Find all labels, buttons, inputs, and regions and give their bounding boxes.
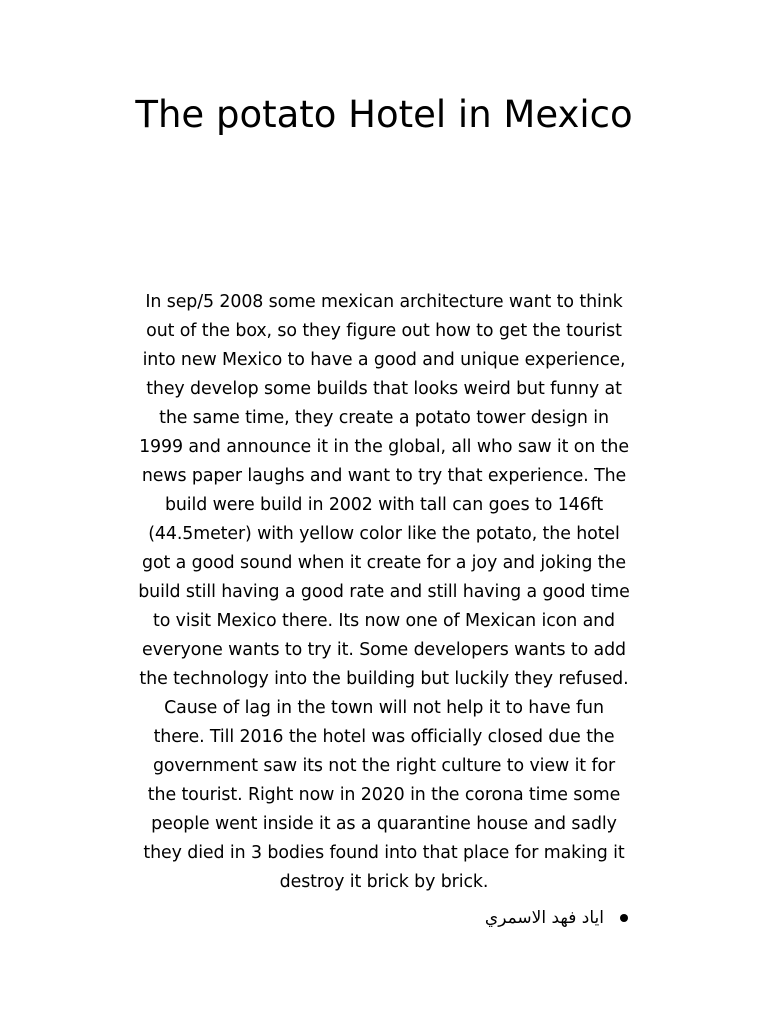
document-body: [112, 288, 656, 897]
author-bullet-item: [460, 903, 640, 933]
body-line: destroy it brick by brick.: [279, 872, 489, 892]
body-line: out of the box, so they figure out how to get the tourist: [146, 321, 622, 341]
body-line: In sep/5 2008 some mexican architecture want to think: [145, 292, 623, 312]
body-line: people went inside it as a quarantine house and sadly: [151, 814, 617, 834]
body-line: (44.5meter) with yellow color like the potato, the hotel: [148, 524, 620, 544]
body-line: there. Till 2016 the hotel was officially closed due the: [153, 727, 615, 747]
body-line: 1999 and announce it in the global, all who saw it on the: [139, 437, 629, 457]
bullet-dot-icon: [620, 914, 628, 922]
body-line: the technology into the building but luckily they refused.: [139, 669, 629, 689]
body-line: everyone wants to try it. Some developers wants to add: [142, 640, 626, 660]
body-line: they died in 3 bodies found into that place for making it: [143, 843, 625, 863]
body-line: to visit Mexico there. Its now one of Mexican icon and: [153, 611, 615, 631]
body-line: build were build in 2002 with tall can goes to 146ft: [164, 495, 604, 515]
body-line: they develop some builds that looks weird but funny at: [146, 379, 622, 399]
body-line: Cause of lag in the town will not help it to have fun: [164, 698, 604, 718]
author-name: اياد فهد الاسمري: [484, 908, 604, 928]
body-line: news paper laughs and want to try that experience. The: [141, 466, 627, 486]
body-line: the same time, they create a potato tower design in: [159, 408, 609, 428]
body-line: the tourist. Right now in 2020 in the corona time some: [147, 785, 621, 805]
document-title: The potato Hotel in Mexico: [135, 93, 633, 136]
body-line: into new Mexico to have a good and unique experience,: [142, 350, 626, 370]
body-line: government saw its not the right culture to view it for: [152, 756, 616, 776]
body-line: build still having a good rate and still having a good time: [138, 582, 630, 602]
body-line: got a good sound when it create for a joy and joking the: [142, 553, 626, 573]
